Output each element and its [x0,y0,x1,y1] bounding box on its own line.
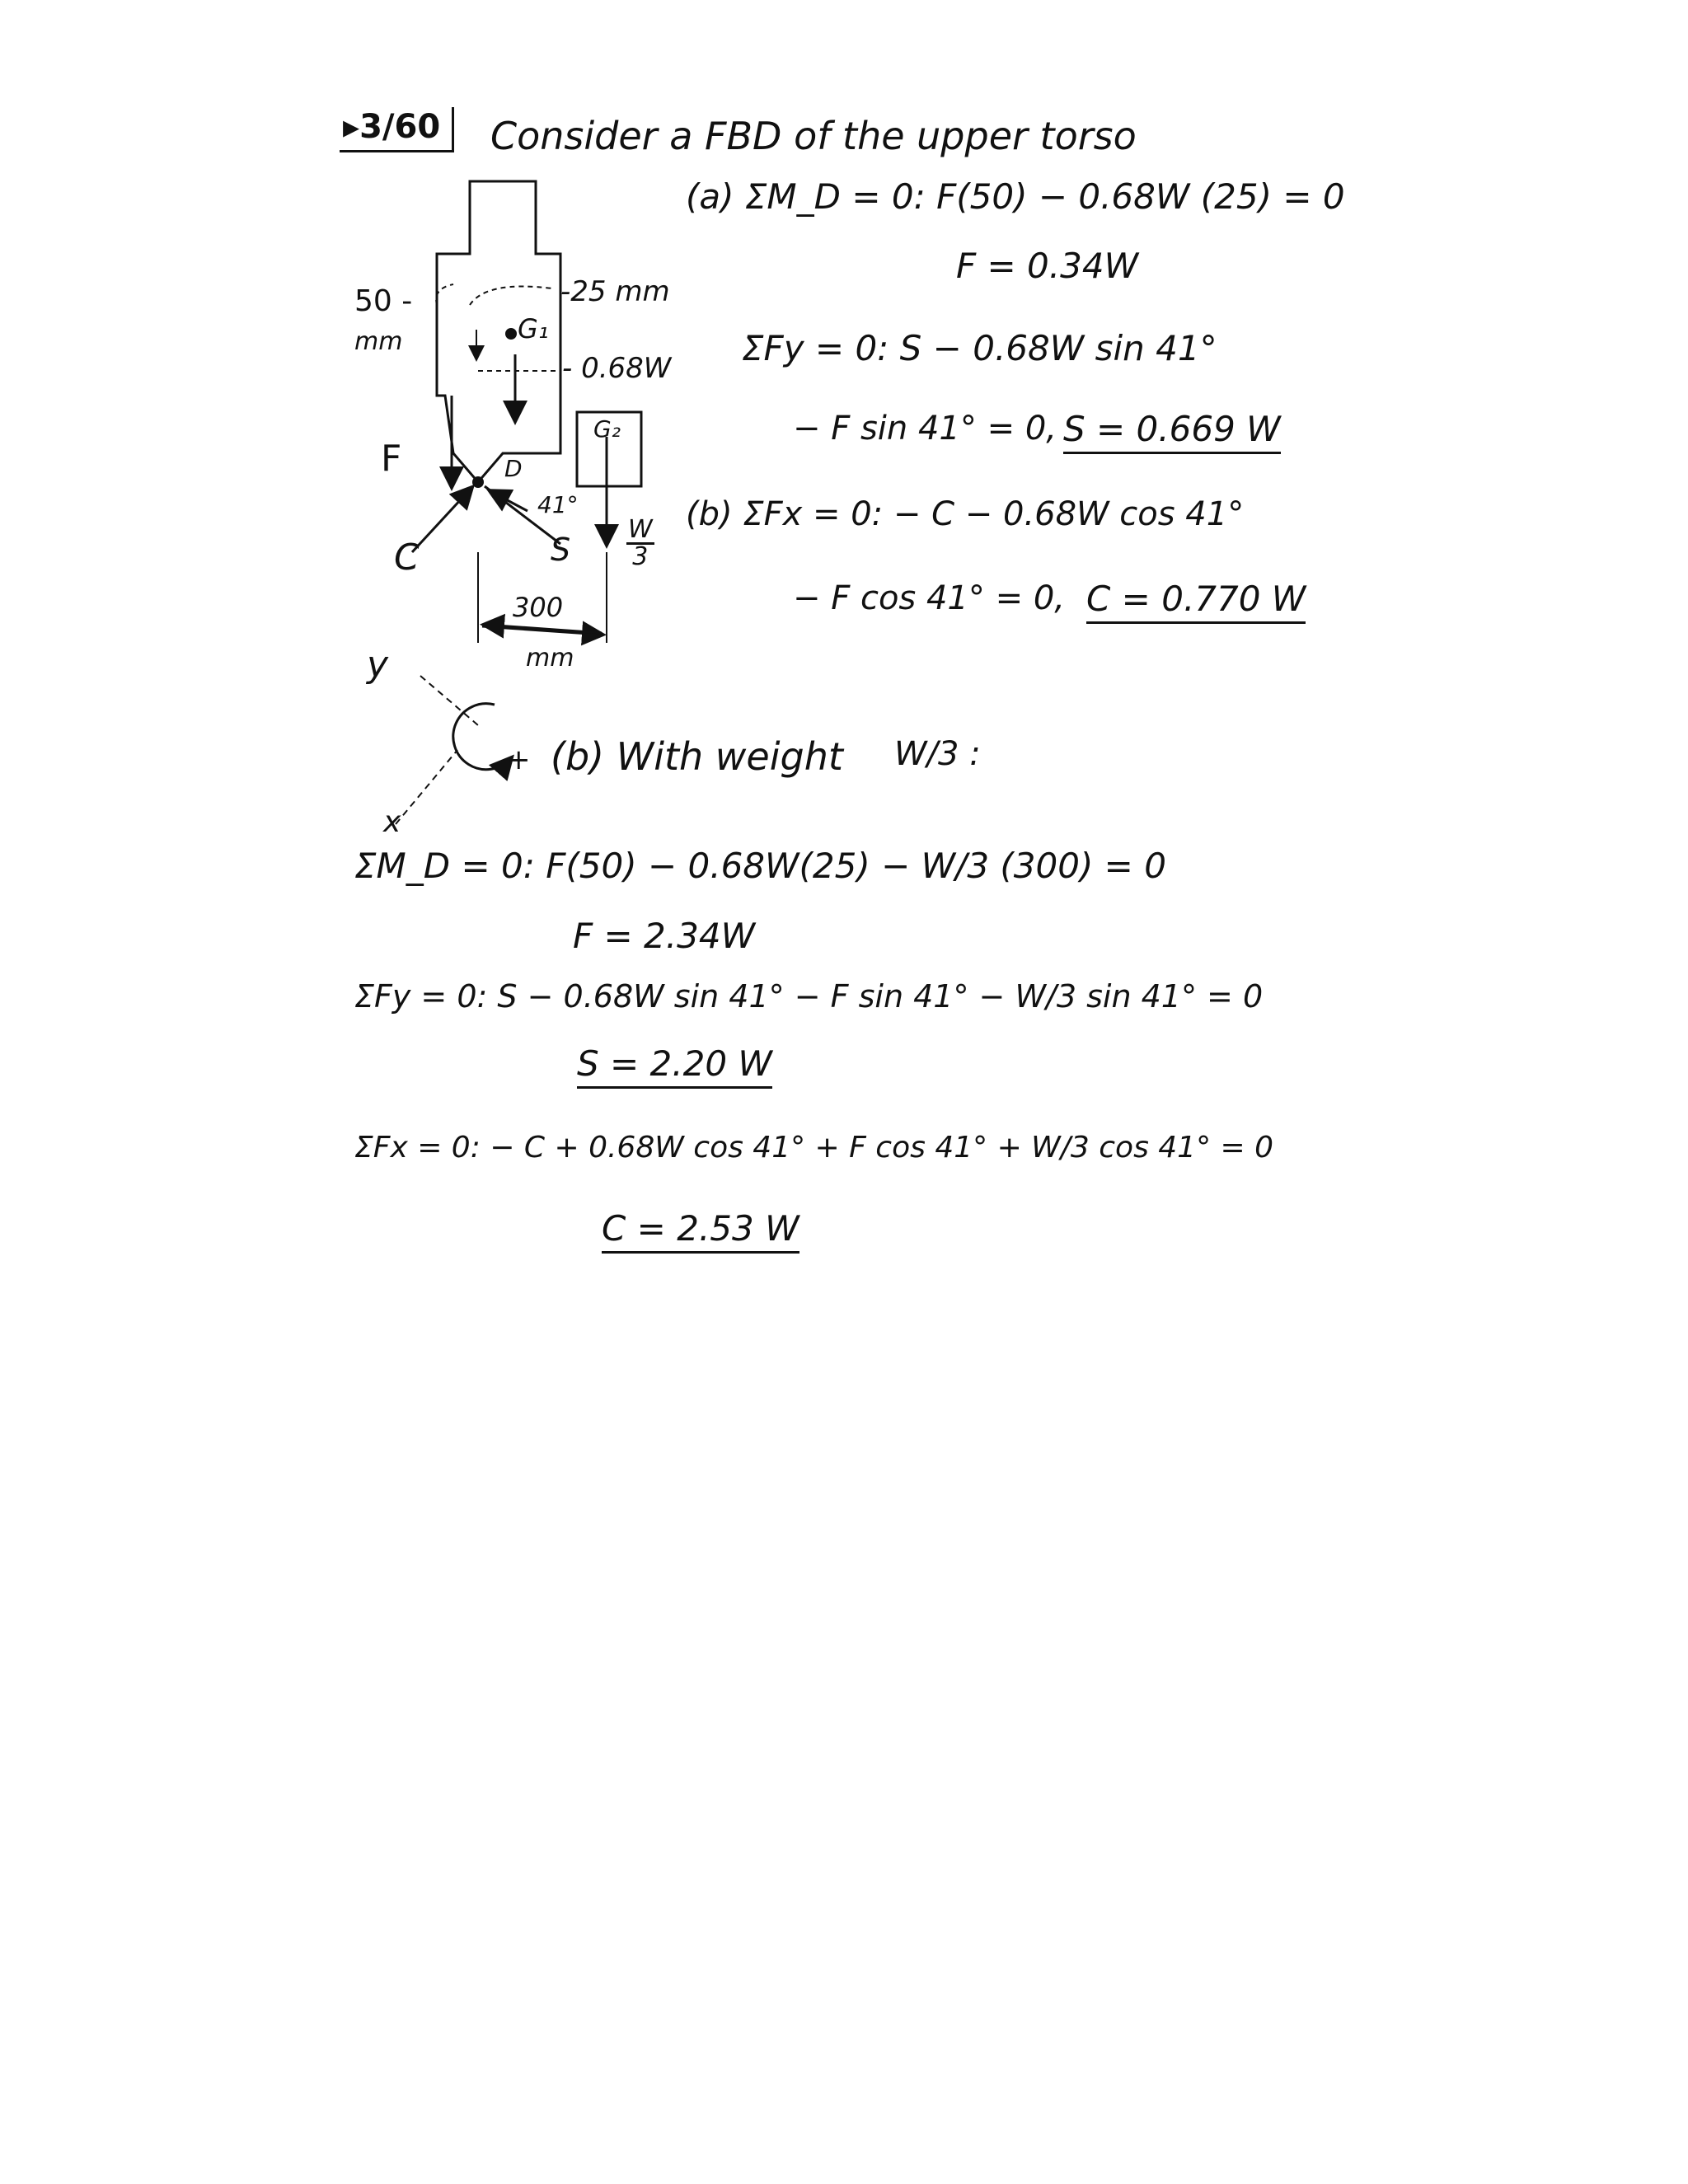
axis-y-label: y [367,644,389,686]
part-a-fy-equation-2: − F sin 41° = 0, [793,410,1057,448]
dim-25-label: -25 mm [560,275,670,308]
g2-label: G₂ [593,415,621,443]
fbd-diagram [330,165,684,676]
force-s-label: S [551,532,571,568]
part-a-fx-equation-2: − F cos 41° = 0, [793,579,1065,617]
part-b-heading-fraction: W/3 : [894,735,981,773]
part-b-fx-equation: ΣFx = 0: − C + 0.68W cos 41° + F cos 41° + W/3 cos 41° = 0 [354,1131,1274,1165]
intro-text: Consider a FBD of the upper torso [490,114,1137,158]
part-a-f-result: F = 0.34W [956,246,1139,286]
w3-numerator: W [628,515,653,544]
part-a-c-result: C = 0.770 W [1086,582,1306,624]
part-a-fx-equation-1: (b) ΣFx = 0: − C − 0.68W cos 41° [686,495,1245,533]
angle-label: 41° [537,491,579,518]
dim-50-unit: mm [354,327,403,356]
dim-300-label: 300 [513,592,564,623]
weight-068w-label: - 0.68W [562,352,672,385]
force-c-label: C [394,537,420,579]
part-a-moment-equation: (a) ΣM_D = 0: F(50) − 0.68W (25) = 0 [686,176,1345,217]
dim-50-label: 50 - [354,284,413,318]
force-f-label: F [381,438,402,480]
axis-x-label: x [383,805,401,839]
w3-denominator: 3 [632,542,649,571]
part-a-fy-equation-1: ΣFy = 0: S − 0.68W sin 41° [742,328,1217,368]
dim-300-unit: mm [526,644,574,673]
problem-number: ▸3/60 [340,107,454,152]
point-d-label: D [504,455,523,482]
moment-sign: + [507,743,531,776]
part-b-moment-equation: ΣM_D = 0: F(50) − 0.68W(25) − W/3 (300) = 0 [354,846,1166,886]
w3-fraction [626,515,654,571]
part-b-s-result: S = 2.20 W [577,1047,772,1089]
part-b-f-result: F = 2.34W [573,916,756,956]
part-b-heading: (b) With weight [551,734,843,779]
g1-label: G₁ [518,313,549,344]
part-b-fy-equation: ΣFy = 0: S − 0.68W sin 41° − F sin 41° − W/3 sin 41° = 0 [354,978,1264,1015]
part-b-c-result: C = 2.53 W [602,1212,799,1254]
part-a-s-result: S = 0.669 W [1063,412,1281,454]
